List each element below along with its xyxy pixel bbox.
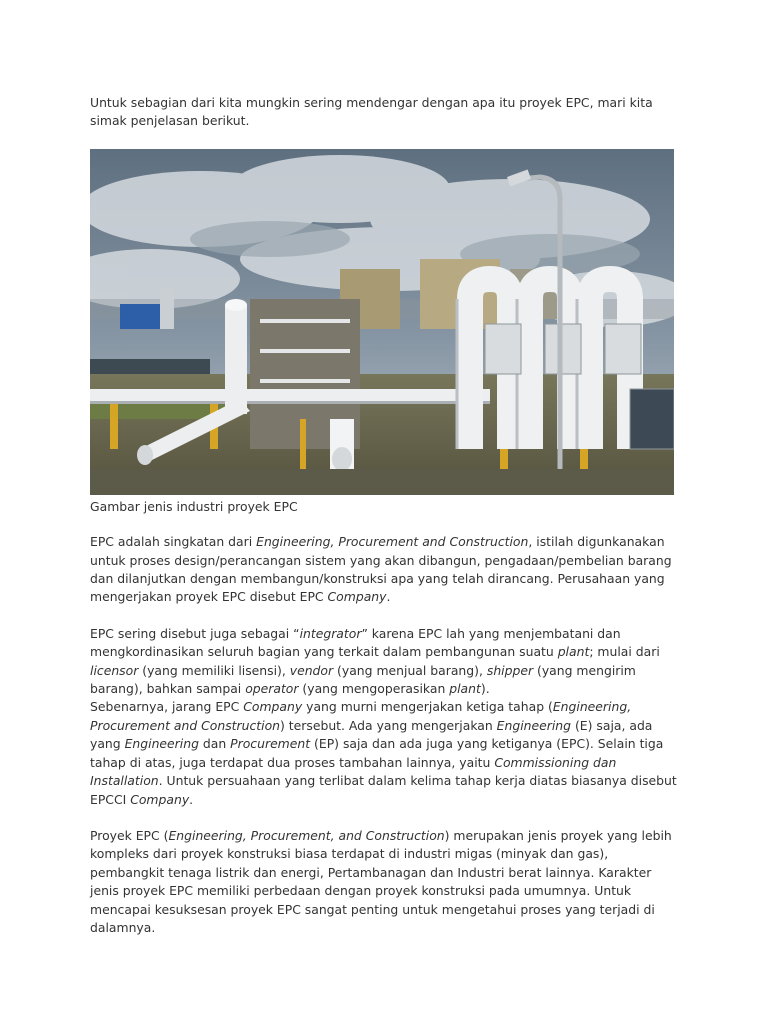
- text-run: .: [189, 791, 194, 807]
- paragraph-stages: [90, 698, 680, 808]
- text-run: (EP) saja dan ada juga yang ketiganya (EPC). Selain tiga tahap di atas, juga terdapat dua proses tambahan lainnya, yaitu: [90, 736, 664, 770]
- italic-term: Commissioning dan Installation: [90, 754, 617, 789]
- italic-term: Engineering, Procurement and Construction: [256, 534, 529, 550]
- text-run: (yang menjual barang),: [333, 662, 487, 678]
- text-run: ” karena EPC lah yang menjembatani dan mengkordinasikan seluruh bagian yang terkait dalam pembangunan suatu: [90, 625, 621, 660]
- italic-term: Engineering, Procurement and Construction: [90, 699, 632, 733]
- figure-caption: Gambar jenis industri proyek EPC: [90, 498, 298, 514]
- italic-term: vendor: [289, 662, 334, 678]
- italic-term: Company: [327, 589, 387, 605]
- text-run: dan: [198, 736, 231, 752]
- italic-term: plant: [449, 681, 481, 697]
- italic-term: Engineering: [124, 736, 199, 752]
- italic-term: Engineering: [496, 717, 572, 733]
- text-run: (yang mengirim barang), bahkan sampai: [90, 662, 636, 697]
- epc-plant-photo: [90, 149, 674, 495]
- text-run: ).: [480, 681, 490, 697]
- text-run: ) merupakan jenis proyek yang lebih kompleks dari proyek konstruksi biasa terdapat di industri migas (minyak dan gas), pembangkit tenaga listrik dan energi, Pertambanagan dan Industri berat lainnya. Karakter jenis proyek EPC memiliki perbedaan dengan proyek konstruksi pada umumnya. Untuk mencapai kesuksesan proyek EPC sangat penting untuk mengetahui proses yang terjadi di dalamnya.: [90, 827, 672, 935]
- text-run: (E) saja, ada yang: [90, 717, 653, 752]
- italic-term: Engineering, Procurement, and Construction: [168, 827, 445, 843]
- text-run: . Untuk persuahaan yang terlibat dalam kelima tahap kerja diatas biasanya disebut EPCCI: [90, 773, 677, 807]
- article-body: [90, 94, 680, 937]
- text-run: Sebenarnya, jarang EPC: [90, 699, 244, 715]
- italic-term: Company: [130, 791, 190, 807]
- paragraph-definition: [90, 533, 680, 607]
- text-run: (yang mengoperasikan: [298, 681, 450, 697]
- text-run: (yang memiliki lisensi),: [138, 662, 290, 678]
- text-run: ) tersebut. Ada yang mengerjakan: [280, 717, 497, 733]
- italic-term: integrator: [299, 625, 362, 641]
- text-run: .: [386, 589, 391, 605]
- text-run: EPC sering disebut juga sebagai “: [90, 625, 300, 641]
- paragraph-integrator: [90, 625, 680, 699]
- italic-term: Company: [243, 699, 303, 715]
- text-run: , istilah digunkanakan untuk proses design/perancangan sistem yang akan dibangun, pengadaan/pembelian barang dan dilanjutkan dengan membangun/konstruksi apa yang telah dirancang. Perusahaan yang mengerjakan proyek EPC disebut EPC: [90, 534, 672, 605]
- intro-paragraph: Untuk sebagian dari kita mungkin sering mendengar dengan apa itu proyek EPC, mari kita simak penjelasan berikut.: [90, 95, 653, 129]
- italic-term: licensor: [90, 662, 139, 678]
- italic-term: operator: [245, 681, 299, 697]
- text-run: EPC adalah singkatan dari: [90, 534, 257, 550]
- italic-term: plant: [557, 644, 590, 660]
- text-run: ; mulai dari: [589, 644, 660, 660]
- italic-term: shipper: [486, 662, 534, 678]
- text-run: yang murni mengerjakan ketiga tahap (: [302, 699, 553, 715]
- italic-term: Procurement: [230, 736, 311, 752]
- paragraph-project-type: [90, 827, 680, 937]
- text-run: Proyek EPC (: [90, 827, 169, 843]
